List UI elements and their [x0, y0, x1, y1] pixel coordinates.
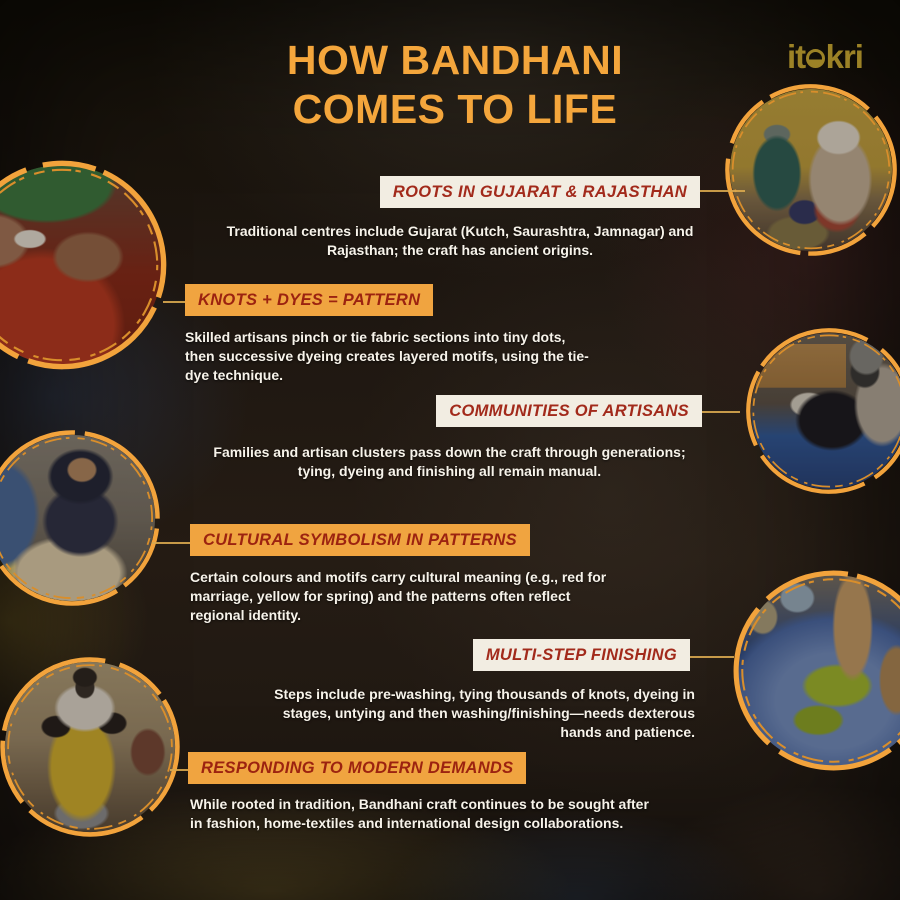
section-body-roots: Traditional centres include Gujarat (Kutch, Saurashtra, Jamnagar) and Rajasthan; the craft has ancient origins. [226, 223, 694, 258]
connector-line-cultural [152, 542, 192, 544]
section-header-communities [436, 395, 702, 427]
brush-ring-icon [744, 326, 900, 496]
page-title [190, 36, 720, 134]
section-header-communities-label: COMMUNITIES OF ARTISANS [449, 402, 689, 420]
connector-line-roots [700, 190, 745, 192]
brand-logo-o-icon [806, 49, 825, 68]
section-body-knots: Skilled artisans pinch or tie fabric sections into tiny dots, then successive dyeing creates layered motifs, using the tie-dye technique. [185, 329, 589, 383]
section-header-knots [185, 284, 433, 316]
section-body-finishing: Steps include pre-washing, tying thousands of knots, dyeing in stages, untying and then washing/finishing—needs dexterous hands and patience. [274, 686, 695, 740]
section-header-knots-label: KNOTS + DYES = PATTERN [198, 291, 421, 309]
photo-circle-indigo-vat [731, 568, 900, 773]
brush-ring-icon [0, 655, 182, 839]
page-title-line2: COMES TO LIFE [292, 86, 618, 132]
section-header-modern [188, 752, 526, 784]
section-header-cultural-label: CULTURAL SYMBOLISM IN PATTERNS [203, 531, 517, 549]
connector-line-knots [163, 301, 187, 303]
section-header-finishing [473, 639, 690, 671]
connector-line-communities [700, 411, 740, 413]
photo-circle-red-dye-hands [0, 158, 169, 372]
connector-line-modern [170, 769, 190, 771]
section-body-cultural: Certain colours and motifs carry cultural meaning (e.g., red for marriage, yellow for spring) and the patterns often reflect regional identity. [190, 569, 607, 623]
section-header-finishing-label: MULTI-STEP FINISHING [485, 646, 677, 664]
section-body-modern: While rooted in tradition, Bandhani craft continues to be sought after in fashion, home-textiles and international design collaborations. [190, 796, 649, 831]
photo-circle-white-fabric-woman [0, 428, 162, 608]
section-header-cultural [190, 524, 530, 556]
section-header-roots-label: ROOTS IN GUJARAT & RAJASTHAN [392, 183, 687, 201]
brush-ring-icon [0, 428, 162, 608]
photo-circle-blue-dye-man [744, 326, 900, 496]
section-header-roots [380, 176, 700, 208]
section-body-communities: Families and artisan clusters pass down the craft through generations; tying, dyeing and finishing all remain manual. [213, 444, 686, 479]
connector-line-finishing [688, 656, 734, 658]
brush-ring-icon [0, 158, 169, 372]
brush-ring-icon [723, 82, 899, 258]
photo-circle-tying-women [723, 82, 899, 258]
brand-logo-prefix: it [787, 38, 806, 75]
page-title-line1: HOW BANDHANI [286, 37, 624, 83]
brush-ring-icon [731, 568, 900, 773]
section-header-modern-label: RESPONDING TO MODERN DEMANDS [201, 759, 514, 777]
brand-logo-suffix: kri [825, 38, 863, 75]
photo-circle-yellow-yarn-man [0, 655, 182, 839]
brand-logo [764, 38, 886, 76]
